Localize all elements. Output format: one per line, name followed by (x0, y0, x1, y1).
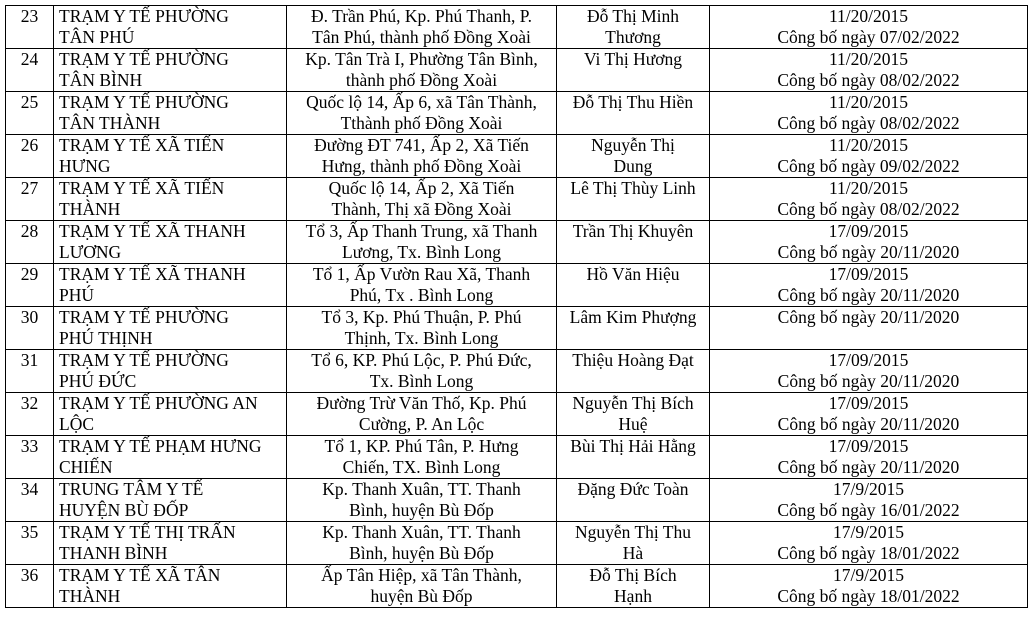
facility-address (287, 307, 557, 350)
facility-name-line: HUYỆN BÙ ĐỐP (59, 500, 189, 520)
row-number: 34 (6, 479, 54, 522)
announcement-date-line: Công bố ngày 08/02/2022 (777, 113, 960, 133)
responsible-person (557, 135, 710, 178)
responsible-person-line: Bùi Thị Hải Hằng (570, 436, 696, 456)
facility-address-line: Kp. Thanh Xuân, TT. Thanh (322, 479, 521, 499)
facility-name-line: TRẠM Y TẾ XÃ TIẾN (59, 135, 225, 155)
facility-table (5, 5, 1028, 608)
facility-address-line: Lương, Tx. Bình Long (342, 242, 501, 262)
responsible-person-line: Huệ (618, 414, 648, 434)
facility-name-line: TRẠM Y TẾ XÃ THANH (59, 264, 246, 284)
row-number: 27 (6, 178, 54, 221)
announcement-date-line: Công bố ngày 20/11/2020 (777, 457, 960, 477)
announcement-date-line: Công bố ngày 18/01/2022 (777, 543, 960, 563)
responsible-person-line: Thương (605, 27, 661, 47)
facility-name-line: TRẠM Y TẾ XÃ THANH (59, 221, 246, 241)
table-row (6, 264, 1028, 307)
table-row (6, 565, 1028, 608)
facility-name-line: THANH BÌNH (59, 543, 168, 563)
facility-name (54, 350, 287, 393)
table-row (6, 49, 1028, 92)
table-row (6, 221, 1028, 264)
facility-address-line: Chiến, TX. Bình Long (342, 457, 501, 477)
announcement-date-line: 11/20/2015 (828, 135, 909, 155)
responsible-person-line: Thiệu Hoàng Đạt (572, 350, 694, 370)
facility-address-line: Quốc lộ 14, Ấp 2, Xã Tiến (328, 178, 515, 198)
facility-name-line: TRẠM Y TẾ PHƯỜNG (59, 307, 229, 327)
responsible-person (557, 565, 710, 608)
row-number: 31 (6, 350, 54, 393)
announcement-date-line: Công bố ngày 08/02/2022 (777, 70, 960, 90)
table-row (6, 522, 1028, 565)
responsible-person (557, 264, 710, 307)
announcement-date (710, 221, 1028, 264)
facility-address-line: Ấp Tân Hiệp, xã Tân Thành, (321, 565, 522, 585)
responsible-person (557, 350, 710, 393)
facility-address (287, 393, 557, 436)
row-number: 32 (6, 393, 54, 436)
table-row (6, 350, 1028, 393)
announcement-date-line: 17/09/2015 (828, 264, 909, 284)
row-number: 29 (6, 264, 54, 307)
facility-address-line: thành phố Đồng Xoài (345, 70, 498, 90)
responsible-person-line: Đỗ Thị Minh (586, 6, 680, 26)
announcement-date (710, 565, 1028, 608)
announcement-date-line: Công bố ngày 20/11/2020 (777, 307, 960, 327)
facility-address-line: Hưng, thành phố Đồng Xoài (321, 156, 522, 176)
facility-address (287, 135, 557, 178)
announcement-date (710, 436, 1028, 479)
facility-name (54, 307, 287, 350)
responsible-person-line: Vi Thị Hương (583, 49, 683, 69)
announcement-date-line: Công bố ngày 20/11/2020 (777, 414, 960, 434)
table-row (6, 436, 1028, 479)
announcement-date-line: 17/9/2015 (833, 479, 904, 499)
responsible-person-line: Nguyễn Thị Bích (572, 393, 694, 413)
facility-name-line: TRẠM Y TẾ THỊ TRẤN (59, 522, 236, 542)
facility-name (54, 92, 287, 135)
facility-address-line: Kp. Tân Trà I, Phường Tân Bình, (305, 49, 538, 69)
table-row (6, 92, 1028, 135)
facility-address-line: Tthành phố Đồng Xoài (340, 113, 503, 133)
row-number: 35 (6, 522, 54, 565)
announcement-date (710, 522, 1028, 565)
facility-address-line: Bình, huyện Bù Đốp (349, 500, 494, 520)
facility-name-line: TRẠM Y TẾ PHƯỜNG (59, 49, 229, 69)
facility-address-line: Tổ 1, Ấp Vườn Rau Xã, Thanh (312, 264, 531, 284)
facility-address (287, 522, 557, 565)
announcement-date-line: 17/09/2015 (828, 436, 909, 456)
facility-name-line: PHÚ THỊNH (59, 328, 153, 348)
facility-name-line: PHÚ (59, 285, 95, 305)
facility-address-line: Quốc lộ 14, Ấp 6, xã Tân Thành, (306, 92, 537, 112)
announcement-date (710, 135, 1028, 178)
responsible-person-line: Lâm Kim Phượng (569, 307, 697, 327)
facility-address-line: Đường ĐT 741, Ấp 2, Xã Tiến (314, 135, 529, 155)
facility-name-line: TRUNG TÂM Y TẾ (59, 479, 204, 499)
row-number: 25 (6, 92, 54, 135)
responsible-person-line: Dung (613, 156, 653, 176)
announcement-date-line: 17/09/2015 (828, 221, 909, 241)
announcement-date-line: Công bố ngày 16/01/2022 (777, 500, 960, 520)
table-row (6, 393, 1028, 436)
responsible-person (557, 178, 710, 221)
facility-address (287, 565, 557, 608)
facility-name (54, 393, 287, 436)
announcement-date-line: 11/20/2015 (828, 49, 909, 69)
facility-name-line: TRẠM Y TẾ PHƯỜNG (59, 350, 229, 370)
announcement-date (710, 49, 1028, 92)
facility-name-line: TÂN BÌNH (59, 70, 143, 90)
table-row (6, 178, 1028, 221)
facility-name-line: LỘC (59, 414, 94, 434)
announcement-date-line: Công bố ngày 07/02/2022 (777, 27, 960, 47)
facility-address (287, 178, 557, 221)
facility-address (287, 350, 557, 393)
announcement-date-line: Công bố ngày 09/02/2022 (777, 156, 960, 176)
announcement-date-line: 11/20/2015 (828, 92, 909, 112)
facility-name-line: LƯƠNG (59, 242, 122, 262)
facility-address-line: huyện Bù Đốp (370, 586, 473, 606)
facility-name (54, 49, 287, 92)
responsible-person-line: Hồ Văn Hiệu (586, 264, 680, 284)
announcement-date (710, 264, 1028, 307)
announcement-date-line: 11/20/2015 (828, 6, 909, 26)
facility-address-line: Cường, P. An Lộc (358, 414, 485, 434)
table-row (6, 479, 1028, 522)
facility-name (54, 6, 287, 49)
responsible-person-line: Nguyễn Thị (591, 135, 675, 155)
facility-name (54, 221, 287, 264)
table-row (6, 307, 1028, 350)
facility-address-line: Tổ 1, KP. Phú Tân, P. Hưng (324, 436, 519, 456)
facility-address-line: Đ. Trần Phú, Kp. Phú Thanh, P. (311, 6, 532, 26)
announcement-date-line: Công bố ngày 18/01/2022 (777, 586, 960, 606)
facility-name-line: TRẠM Y TẾ PHƯỜNG (59, 92, 229, 112)
announcement-date (710, 92, 1028, 135)
facility-address-line: Thịnh, Tx. Bình Long (344, 328, 499, 348)
announcement-date (710, 350, 1028, 393)
responsible-person (557, 221, 710, 264)
facility-address-line: Tân Phú, thành phố Đồng Xoài (312, 27, 531, 47)
facility-address-line: Đường Trừ Văn Thố, Kp. Phú (316, 393, 527, 413)
facility-address-line: Tổ 6, KP. Phú Lộc, P. Phú Đức, (311, 350, 532, 370)
facility-name-line: PHÚ ĐỨC (59, 371, 137, 391)
facility-name-line: CHIẾN (59, 457, 113, 477)
facility-address (287, 92, 557, 135)
facility-name (54, 178, 287, 221)
row-number: 24 (6, 49, 54, 92)
facility-address (287, 6, 557, 49)
announcement-date-line: 17/09/2015 (828, 350, 909, 370)
announcement-date-line: Công bố ngày 20/11/2020 (777, 242, 960, 262)
facility-name-line: TRẠM Y TẾ XÃ TIẾN (59, 178, 225, 198)
announcement-date (710, 479, 1028, 522)
facility-name-line: TÂN THÀNH (59, 113, 161, 133)
responsible-person-line: Lê Thị Thùy Linh (570, 178, 696, 198)
responsible-person (557, 436, 710, 479)
responsible-person (557, 393, 710, 436)
facility-address-line: Kp. Thanh Xuân, TT. Thanh (322, 522, 521, 542)
facility-address (287, 436, 557, 479)
facility-address (287, 49, 557, 92)
facility-name-line: THÀNH (59, 586, 121, 606)
responsible-person-line: Hà (622, 543, 644, 563)
facility-name (54, 436, 287, 479)
announcement-date-line: Công bố ngày 20/11/2020 (777, 285, 960, 305)
responsible-person (557, 522, 710, 565)
announcement-date-line: Công bố ngày 08/02/2022 (777, 199, 960, 219)
row-number: 33 (6, 436, 54, 479)
responsible-person-line: Hạnh (614, 586, 652, 606)
responsible-person (557, 479, 710, 522)
facility-address (287, 479, 557, 522)
facility-address-line: Phú, Tx . Bình Long (349, 285, 494, 305)
facility-name (54, 135, 287, 178)
facility-address-line: Thành, Thị xã Đồng Xoài (331, 199, 512, 219)
facility-address (287, 221, 557, 264)
responsible-person-line: Trần Thị Khuyên (572, 221, 694, 241)
facility-address (287, 264, 557, 307)
facility-address-line: Bình, huyện Bù Đốp (349, 543, 494, 563)
facility-name (54, 264, 287, 307)
facility-name-line: TRẠM Y TẾ XÃ TÂN (59, 565, 221, 585)
table-row (6, 6, 1028, 49)
facility-name-line: THÀNH (59, 199, 121, 219)
facility-address-line: Tổ 3, Ấp Thanh Trung, xã Thanh (305, 221, 538, 241)
facility-name (54, 522, 287, 565)
announcement-date (710, 393, 1028, 436)
facility-address-line: Tx. Bình Long (369, 371, 474, 391)
row-number: 26 (6, 135, 54, 178)
responsible-person (557, 49, 710, 92)
row-number: 23 (6, 6, 54, 49)
responsible-person-line: Đỗ Thị Bích (589, 565, 677, 585)
announcement-date (710, 6, 1028, 49)
announcement-date (710, 178, 1028, 221)
facility-name-line: TRẠM Y TẾ PHƯỜNG AN (59, 393, 258, 413)
row-number: 28 (6, 221, 54, 264)
facility-name (54, 565, 287, 608)
facility-name (54, 479, 287, 522)
responsible-person (557, 307, 710, 350)
announcement-date (710, 307, 1028, 350)
facility-name-line: TRẠM Y TẾ PHẠM HƯNG (59, 436, 262, 456)
responsible-person (557, 6, 710, 49)
table-row (6, 135, 1028, 178)
announcement-date-line: 17/09/2015 (828, 393, 909, 413)
facility-name-line: TRẠM Y TẾ PHƯỜNG (59, 6, 229, 26)
facility-name-line: HƯNG (59, 156, 111, 176)
responsible-person-line: Nguyễn Thị Thu (574, 522, 691, 542)
responsible-person-line: Đặng Đức Toàn (577, 479, 689, 499)
responsible-person (557, 92, 710, 135)
row-number: 30 (6, 307, 54, 350)
facility-address-line: Tổ 3, Kp. Phú Thuận, P. Phú (321, 307, 522, 327)
announcement-date-line: Công bố ngày 20/11/2020 (777, 371, 960, 391)
announcement-date-line: 17/9/2015 (833, 522, 904, 542)
announcement-date-line: 11/20/2015 (828, 178, 909, 198)
row-number: 36 (6, 565, 54, 608)
facility-name-line: TÂN PHÚ (59, 27, 135, 47)
announcement-date-line: 17/9/2015 (833, 565, 904, 585)
responsible-person-line: Đỗ Thị Thu Hiền (572, 92, 694, 112)
